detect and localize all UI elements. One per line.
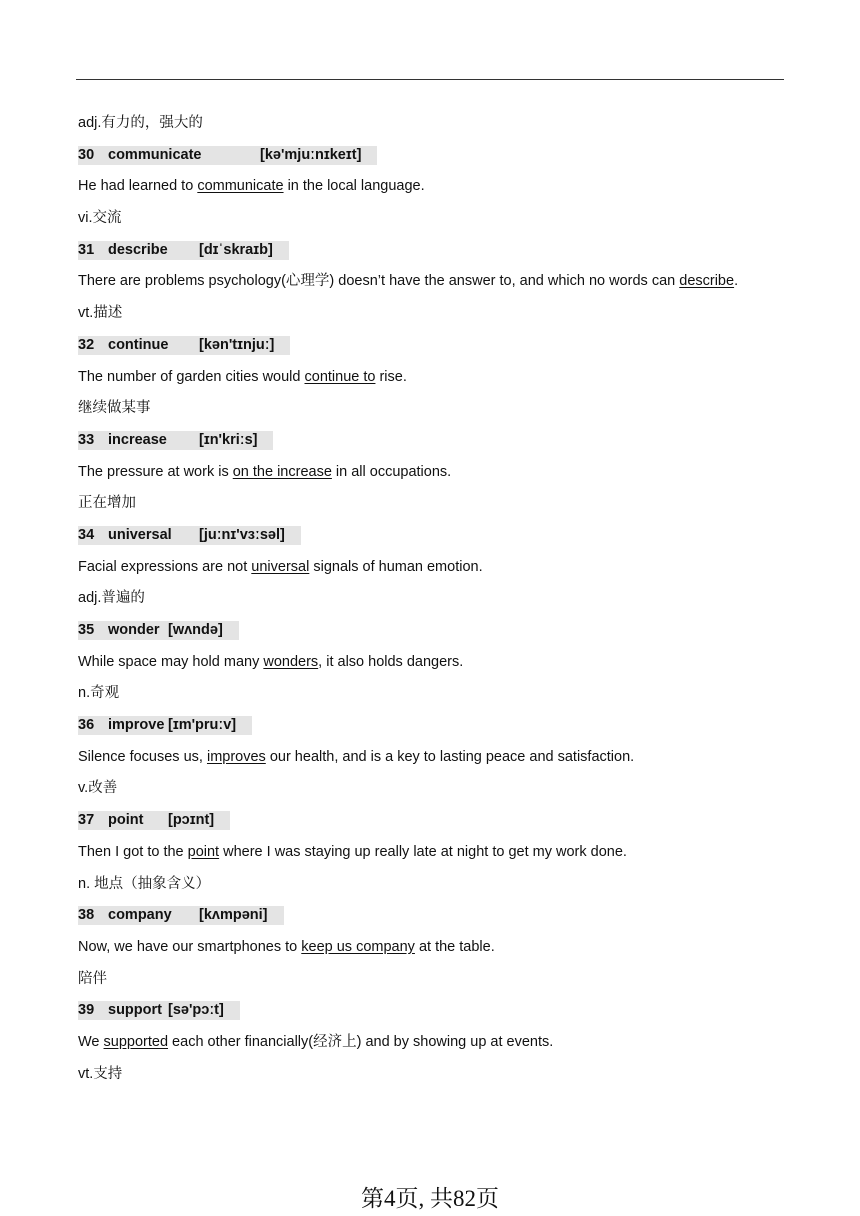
text-run: The pressure at work is (78, 463, 233, 480)
text-run: The number of garden cities would (78, 368, 305, 385)
word-heading (78, 241, 798, 260)
word-heading-box (78, 431, 273, 450)
text-run: vt.支持 (78, 1065, 123, 1082)
headword: communicate (108, 146, 202, 163)
entry-number: 33 (78, 431, 95, 448)
phonetic: [kʌmpəni] (199, 907, 268, 924)
example-sentence (78, 938, 798, 957)
definition (78, 1065, 798, 1084)
underlined-term: supported (103, 1033, 169, 1050)
underlined-term: communicate (197, 178, 284, 195)
text-run: adj.普遍的 (78, 590, 145, 607)
definition (78, 209, 798, 228)
definition (78, 779, 798, 798)
definition (78, 875, 798, 894)
page-footer: 第4页, 共82页 (361, 1186, 499, 1211)
word-heading-box (78, 241, 289, 260)
underlined-term: point (187, 843, 220, 860)
text-run: He had learned to (78, 178, 198, 195)
text-run: our health, and is a key to lasting peace and satisfaction. (265, 748, 635, 765)
headword: point (108, 812, 144, 829)
word-heading-box (78, 621, 239, 640)
entry-number: 34 (78, 526, 95, 543)
entry-number: 37 (78, 812, 95, 829)
word-heading-box (78, 146, 377, 165)
text-run: vt.描述 (78, 305, 123, 322)
word-heading (78, 336, 798, 355)
word-heading (78, 526, 798, 545)
underlined-term: on the increase (232, 463, 332, 480)
underlined-term: continue to (304, 368, 376, 385)
vocab-list (78, 114, 798, 1096)
text-run: vi.交流 (78, 210, 122, 227)
phonetic: [ɪm'pruːv] (168, 717, 237, 734)
word-heading-box (78, 336, 290, 355)
underlined-term: improves (206, 748, 266, 765)
word-heading (78, 716, 798, 735)
headword: describe (108, 241, 168, 258)
word-heading-box (78, 811, 230, 830)
word-heading (78, 811, 798, 830)
entry-number: 31 (78, 241, 95, 258)
text-run: in the local language. (283, 178, 425, 195)
underlined-term: keep us company (301, 938, 415, 955)
phonetic: [ɪn'kriːs] (199, 431, 258, 448)
entry-number: 30 (78, 146, 95, 163)
phonetic: [kən'tɪnjuː] (199, 336, 275, 353)
example-sentence (78, 653, 798, 672)
text-run: n. 地点（抽象含义） (78, 875, 211, 892)
definition (78, 304, 798, 323)
word-heading-box (78, 716, 252, 735)
headword: universal (108, 526, 172, 543)
entry-number: 36 (78, 717, 95, 734)
entry-number: 35 (78, 622, 95, 638)
underlined-term: universal (251, 558, 310, 575)
headword: increase (108, 431, 167, 448)
definition (78, 494, 798, 513)
example-sentence (78, 748, 798, 767)
word-heading (78, 1001, 798, 1020)
headword: wonder (108, 622, 160, 638)
text-run: n.奇观 (78, 685, 120, 702)
header-rule (76, 79, 784, 80)
definition (78, 399, 798, 418)
word-heading-box (78, 906, 284, 925)
text-run: We (78, 1033, 104, 1050)
text-run: While space may hold many (78, 653, 264, 670)
headword: company (108, 907, 172, 924)
text-run: Facial expressions are not (78, 558, 252, 575)
phonetic: [dɪˈskraɪb] (199, 241, 273, 258)
example-sentence (78, 177, 798, 196)
text-run: There are problems psychology(心理学) doesn’t have the answer to, and which no words can (78, 273, 680, 290)
phonetic: [pɔɪnt] (168, 812, 215, 829)
text-run: v.改善 (78, 780, 118, 797)
word-heading-box (78, 526, 301, 545)
text-run: . (734, 273, 739, 290)
example-sentence (78, 368, 798, 387)
example-sentence (78, 463, 798, 482)
entry-number: 38 (78, 907, 95, 924)
text-run: at the table. (414, 938, 495, 955)
text-run: rise. (375, 368, 407, 385)
definition (78, 684, 798, 703)
example-sentence (78, 1033, 798, 1052)
text-run: 继续做某事 (78, 400, 151, 417)
entry-number: 39 (78, 1002, 95, 1019)
phonetic: [juːnɪ'vɜːsəl] (199, 526, 285, 543)
word-heading (78, 431, 798, 450)
example-sentence (78, 843, 798, 862)
text-run: Now, we have our smartphones to (78, 938, 302, 955)
text-run: where I was staying up really late at night to get my work done. (219, 843, 627, 860)
text-run: signals of human emotion. (309, 558, 483, 575)
entry-number: 32 (78, 336, 95, 353)
text-run: Then I got to the (78, 843, 188, 860)
word-heading (78, 146, 798, 165)
text-run: , it also holds dangers. (318, 653, 464, 670)
text-run: 陪伴 (78, 970, 107, 987)
underlined-term: describe (679, 273, 735, 290)
headword: improve (108, 717, 165, 734)
phonetic: [kə'mjuːnɪkeɪt] (260, 146, 362, 163)
headword: continue (108, 336, 169, 353)
text-run: in all occupations. (331, 463, 452, 480)
example-sentence (78, 272, 798, 291)
phonetic: [sə'pɔːt] (168, 1002, 224, 1019)
word-heading (78, 906, 798, 925)
underlined-term: wonders (263, 653, 319, 670)
text-run: 正在增加 (78, 495, 136, 512)
headword: support (108, 1002, 162, 1019)
definition (78, 589, 798, 608)
text-run: adj.有力的，强大的 (78, 115, 203, 131)
word-heading (78, 621, 798, 640)
text-run: each other financially(经济上) and by showing up at events. (168, 1033, 554, 1050)
word-heading-box (78, 1001, 240, 1020)
phonetic: [wʌndə] (168, 622, 223, 638)
definition (78, 970, 798, 989)
definition (78, 114, 798, 133)
example-sentence (78, 558, 798, 577)
text-run: Silence focuses us, (78, 748, 207, 765)
